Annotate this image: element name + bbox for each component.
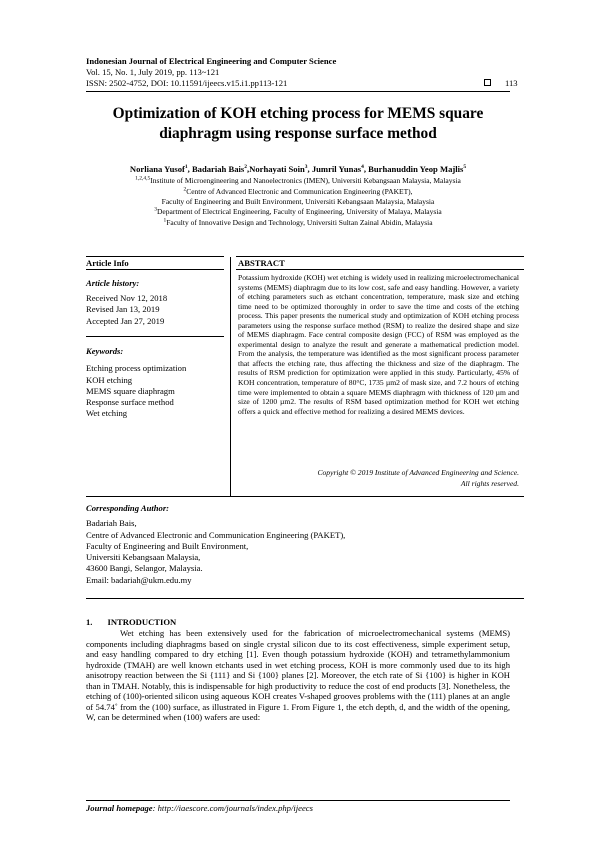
- corresponding-line: Faculty of Engineering and Built Environment,: [86, 541, 249, 551]
- corresponding-line: Universiti Kebangsaan Malaysia,: [86, 552, 201, 562]
- corresponding-rule: [86, 496, 524, 497]
- author-name: Burhanuddin Yeop Majlis: [368, 164, 464, 174]
- author-sup: 1: [184, 164, 188, 171]
- author-sup: 3: [304, 164, 308, 171]
- author-name: Norliana Yusof: [129, 164, 185, 174]
- author-list: Norliana Yusof$^1$, Badariah Bais$^2$,Norhayati Soin$^3$, Jumril Yunas$^4$, Burhanuddin Yeop Majlis$^5$: [129, 164, 467, 174]
- accepted-date: Accepted Jan 27, 2019: [86, 316, 165, 326]
- affiliation: [86, 207, 510, 217]
- keyword: MEMS square diaphragm: [86, 386, 175, 396]
- header-divider: [86, 91, 510, 92]
- section-heading: 1. INTRODUCTION: [86, 617, 177, 627]
- affiliation: [86, 218, 510, 228]
- abstract-text: Potassium hydroxide (KOH) wet etching is widely used in realizing microelectromechanical systems (MEMS) diaphragm due to its low cost, safe and easy handling. However, a variety of etching parameters such as etchant concentration, temperature, mask size and etching time need to be optimized thoroughly in order to save the time and costs of the etching process. This paper presents the numerical study and optimization of KOH etching process parameters using the response surface method (RSM) to realize the desired shape and size of MEMS diaphragm. Face central composite design (FCC) of RSM was employed as the experimental design to analyze the result and generate a mathematical prediction model. From the analysis, the temperature was identified as the most significant process parameter that affects the etching rate, thus affecting the thickness and size of the diaphragm. The results of RSM prediction for optimization were applied in this study. Particularly, 45% of KOH concentration, temperature of 80°C, 1735 µm2 of mask size, and 7.2 hours of etching time were implemented to obtain a square MEMS diaphragm with thickness of 120 µm and size of 1200 µm2. The results of RSM based optimization method for KOH wet etching offers a quick and effective method for realizing a desired MEMS devices.: [238, 273, 519, 416]
- journal-homepage: [86, 803, 313, 813]
- corresponding-label: Corresponding Author:: [86, 503, 170, 513]
- affiliation-sup: 1: [163, 217, 167, 224]
- journal-name: Indonesian Journal of Electrical Engineering and Computer Science: [86, 56, 337, 66]
- keyword: Etching process optimization: [86, 363, 187, 373]
- affiliation: [86, 197, 510, 207]
- page-number: 113: [505, 78, 518, 88]
- keywords-label: Keywords:: [86, 346, 124, 356]
- affiliation: [86, 176, 510, 186]
- footer-rule: [86, 800, 510, 801]
- affiliation-sup: 1,2,4,5: [135, 175, 151, 182]
- homepage-url: : http://iaescore.com/journals/index.php/ijeecs: [152, 803, 313, 813]
- received-date: Received Nov 12, 2018: [86, 293, 168, 303]
- info-heading-rule: [86, 269, 224, 270]
- volume-info: Vol. 15, No. 1, July 2019, pp. 113~121: [86, 67, 220, 77]
- history-label: Article history:: [86, 278, 140, 288]
- author-sup: 5: [463, 164, 467, 171]
- info-bottom-rule: [86, 598, 524, 599]
- paper-title: [86, 104, 510, 144]
- copyright-line: Copyright © 2019 Institute of Advanced Engineering and Science.: [317, 468, 519, 477]
- affiliation-text: Faculty of Innovative Design and Technology, Universiti Sultan Zainal Abidin, Malaysia: [166, 218, 433, 227]
- intro-paragraph: Wet etching has been extensively used for the fabrication of microelectromechanical systems (MEMS) components including diaphragms based on single crystal silicon due to its cost effectiveness, simple experiment setup, and easy handling compared to dry etching [1]. Even though potassium hydroxide (KOH) and tetramethylammonium hydroxide (TMAH) are well known etchants used in wet etching process, KOH is more commonly used due to its high anisotropy reaction between the Si {111} and Si {100} planes [2]. Moreover, the etch rate of Si {100} is higher in KOH than in TMAH. Notably, this is indispensable for high productivity to reduce the cost of end products [3]. Nonetheless, the etching of (100)-oriented silicon using aqueous KOH creates V-shaped grooves problems with the (111) planes at an angle of 54.74˚ from the (100) surface, as illustrated in Figure 1. From Figure 1, the etch depth, d, and the width of the opening, W, can be determined when (100) wafers are used:: [86, 628, 510, 723]
- affiliation-text: Faculty of Engineering and Built Environment, Universiti Kebangsaan Malaysia, Malaysia: [161, 197, 435, 206]
- affiliation-text: Centre of Advanced Electronic and Communication Engineering (PAKET),: [186, 187, 413, 196]
- keyword: Response surface method: [86, 397, 174, 407]
- abstract-heading-rule: [236, 269, 524, 270]
- title-line: diaphragm using response surface method: [159, 125, 437, 142]
- affiliation-text: Department of Electrical Engineering, Faculty of Engineering, University of Malaya, Malaysia: [157, 207, 442, 216]
- issn-doi: ISSN: 2502-4752, DOI: 10.11591/ijeecs.v15.i1.pp113-121: [86, 78, 288, 88]
- affiliation-sup: 2: [183, 186, 187, 193]
- revised-date: Revised Jan 13, 2019: [86, 304, 160, 314]
- keyword: Wet etching: [86, 408, 128, 418]
- author-sup: 2: [244, 164, 247, 171]
- author-name: Badariah Bais: [191, 164, 245, 174]
- homepage-label: Journal homepage: [86, 803, 153, 813]
- corresponding-line: 43600 Bangi, Selangor, Malaysia.: [86, 563, 203, 573]
- corresponding-line: Badariah Bais,: [86, 518, 137, 528]
- abstract-heading: ABSTRACT: [238, 258, 285, 268]
- article-info-heading: Article Info: [86, 258, 129, 268]
- affiliation-sup: 3: [154, 206, 158, 213]
- abstract-top-rule: [236, 256, 524, 257]
- keywords-rule: [86, 336, 224, 337]
- corresponding-line: Centre of Advanced Electronic and Communication Engineering (PAKET),: [86, 530, 346, 540]
- rights-line: All rights reserved.: [460, 479, 519, 488]
- info-top-rule: [86, 256, 224, 257]
- title-line: Optimization of KOH etching process for MEMS square: [112, 105, 484, 122]
- affiliation: [86, 187, 510, 197]
- square-icon: [484, 79, 491, 86]
- affiliation-text: Institute of Microengineering and Nanoelectronics (IMEN), Universiti Kebangsaan Malaysia, Malaysia: [150, 176, 461, 185]
- keyword: KOH etching: [86, 375, 133, 385]
- author-name: Jumril Yunas: [311, 164, 362, 174]
- corresponding-email: Email: badariah@ukm.edu.my: [86, 575, 192, 585]
- author-sup: 4: [361, 164, 364, 171]
- author-name: Norhayati Soin: [249, 164, 305, 174]
- info-column-divider: [230, 257, 231, 496]
